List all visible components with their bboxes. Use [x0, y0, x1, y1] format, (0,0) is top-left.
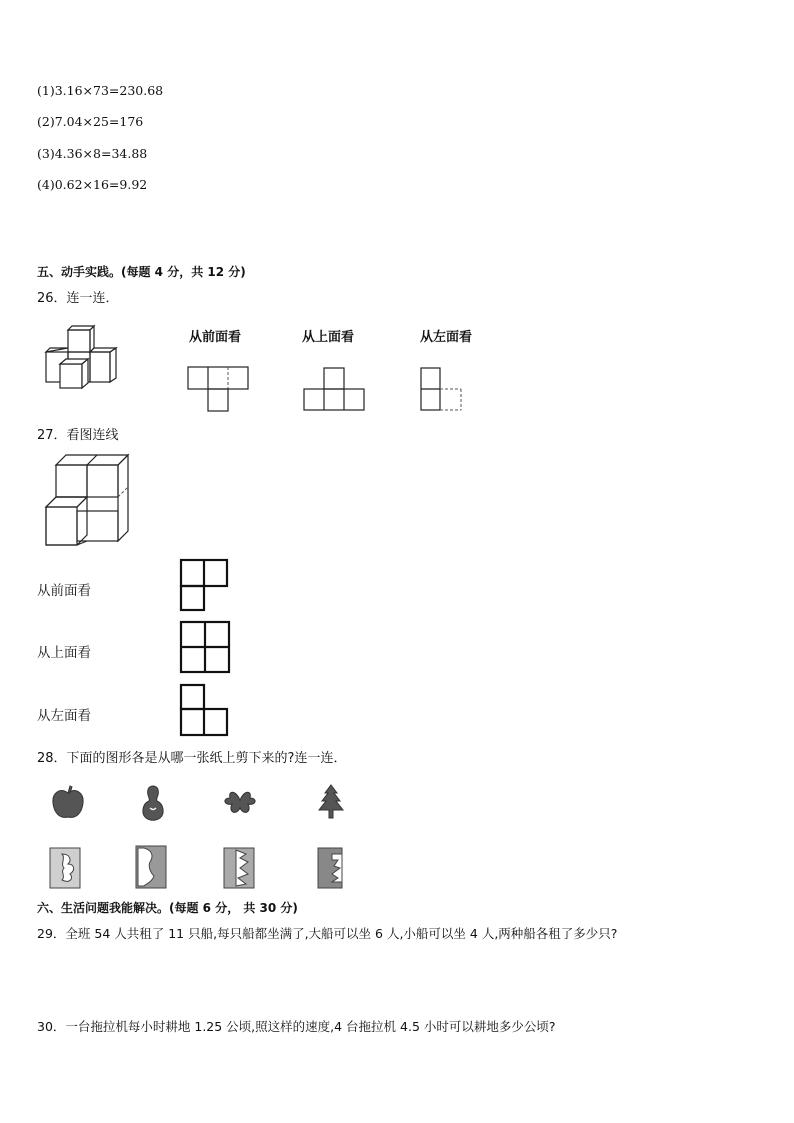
answer-1: (1)3.16×73=230.68	[37, 83, 164, 98]
apple-cutout-icon	[50, 785, 86, 821]
answer-4: (4)0.62×16=9.92	[37, 177, 148, 192]
q26-front-view-shape	[188, 367, 250, 413]
q29-text: 29．全班 54 人共租了 11 只船,每只船都坐满了,大船可以坐 6 人,小船可以坐 4 人,两种船各租了多少只?	[37, 926, 618, 941]
q26-view-left-label: 从左面看	[420, 330, 473, 345]
q27-front-label: 从前面看	[37, 583, 91, 599]
flower-cutout-icon	[222, 786, 258, 818]
q26-left-view-shape	[421, 368, 465, 412]
answer-3: (3)4.36×8=34.88	[37, 146, 148, 161]
q27-left-view-shape	[180, 684, 230, 738]
paper-a-icon	[48, 846, 84, 890]
paper-d-icon	[312, 846, 348, 890]
q27-front-view-shape	[180, 559, 230, 613]
answer-2: (2)7.04×25=176	[37, 114, 144, 129]
q27-left-label: 从左面看	[37, 708, 91, 724]
q26-text: 26．连一连．	[37, 291, 119, 306]
section-6-title: 六、生活问题我能解决。(每题 6 分， 共 30 分)	[37, 901, 298, 915]
paper-c-icon	[222, 846, 258, 890]
q27-top-view-shape	[180, 621, 232, 675]
tree-cutout-icon	[316, 784, 346, 822]
paper-b-icon	[134, 844, 170, 890]
gourd-cutout-icon	[138, 784, 168, 822]
q26-view-front-label: 从前面看	[189, 330, 242, 345]
q26-cube-figure	[40, 326, 125, 396]
q26-top-view-shape	[304, 368, 366, 412]
q27-top-label: 从上面看	[37, 645, 91, 661]
q27-text: 27．看图连线	[37, 428, 119, 443]
section-5-title: 五、动手实践。(每题 4 分，共 12 分)	[37, 265, 246, 279]
q28-text: 28．下面的图形各是从哪一张纸上剪下来的?连一连．	[37, 751, 347, 766]
q30-text: 30．一台拖拉机每小时耕地 1.25 公顷,照这样的速度,4 台拖拉机 4.5 小时可以耕地多少公顷?	[37, 1019, 556, 1034]
q26-view-top-label: 从上面看	[302, 330, 355, 345]
q27-solid-figure	[40, 455, 132, 551]
